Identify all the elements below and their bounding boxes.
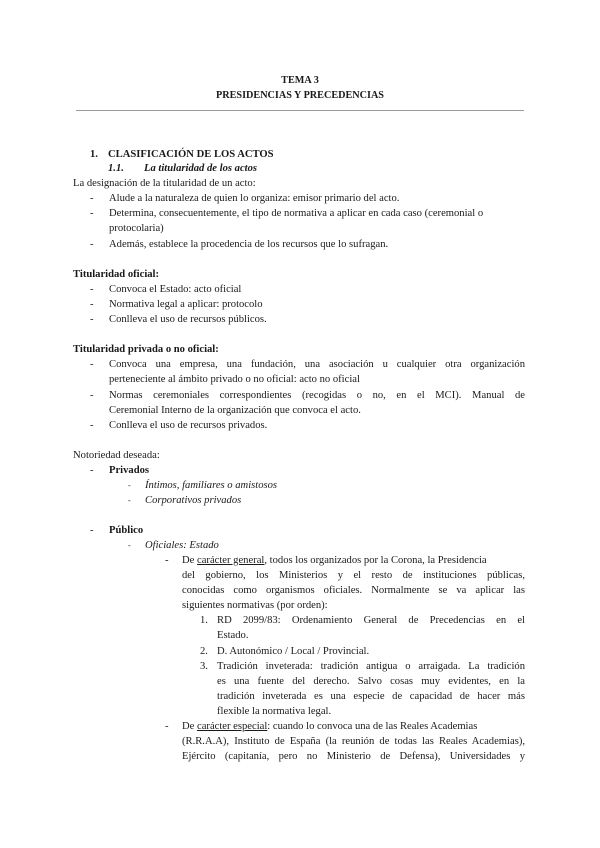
bullet-dash: -: [90, 193, 94, 204]
bullet-dash: -: [165, 721, 169, 732]
publico-label: Público: [109, 525, 144, 536]
paragraph-line: Ejército (capitanía, pero no Ministerio de Defensa), Universidades y: [182, 751, 525, 762]
list-item: Alude a la naturaleza de quien lo organiza: emisor primario del acto.: [109, 193, 400, 204]
list-item-continuation: protocolaria): [109, 223, 164, 234]
general-prefix: De: [182, 555, 198, 566]
list-item: Normativa legal a aplicar: protocolo: [109, 299, 263, 310]
bullet-dash: -: [165, 555, 169, 566]
list-item: Íntimos, familiares o amistosos: [145, 480, 278, 491]
list-item: Normas ceremoniales correspondientes (recogidas o no, en el MCI). Manual de: [109, 390, 525, 401]
bullet-dash: -: [90, 420, 94, 431]
list-item: Determina, consecuentemente, el tipo de normativa a aplicar en cada caso (ceremonial o: [109, 208, 484, 219]
general-first-line: [182, 553, 487, 568]
bullet-dash: -: [90, 465, 94, 476]
section-title: CLASIFICACIÓN DE LOS ACTOS: [108, 149, 274, 160]
sub-bullet-dash: -: [128, 481, 131, 490]
bullet-dash: -: [90, 284, 94, 295]
bullet-dash: -: [90, 208, 94, 219]
paragraph-line: (R.R.A.A), Instituto de España (la reunión de todas las Reales Academias),: [182, 736, 525, 747]
sub-bullet-dash: -: [128, 541, 131, 550]
list-item: Además, establece la procedencia de los recursos que lo sufragan.: [109, 239, 389, 250]
list-item: Conlleva el uso de recursos privados.: [109, 420, 268, 431]
bullet-dash: -: [90, 299, 94, 310]
paragraph-line: del gobierno, los Ministerios y el resto de instituciones públicas,: [182, 570, 525, 581]
oficiales-label: Oficiales: Estado: [145, 540, 219, 551]
section-number: 1.: [90, 149, 98, 160]
privada-heading: Titularidad privada o no oficial:: [73, 344, 219, 355]
bullet-dash: -: [90, 525, 94, 536]
list-number: 3.: [200, 661, 208, 672]
list-item: Tradición inveterada: tradición antigua o arraigada. La tradición: [217, 661, 525, 672]
subsection-number: 1.1.: [108, 163, 124, 174]
list-item-continuation: es una fuente del derecho. Salvo cosas muy evidentes, en la: [217, 676, 525, 687]
header-divider: [76, 110, 524, 111]
subsection-title: La titularidad de los actos: [144, 163, 258, 174]
list-item: D. Autonómico / Local / Provincial.: [217, 646, 370, 657]
list-item: Convoca el Estado: acto oficial: [109, 284, 242, 295]
list-item-continuation: Ceremonial Interno de la organización que convoca el acto.: [109, 405, 361, 416]
general-text: , todos los organizados por la Corona, la Presidencia: [264, 555, 487, 566]
list-number: 2.: [200, 646, 208, 657]
topic-title: PRESIDENCIAS Y PRECEDENCIAS: [216, 90, 384, 101]
especial-text: : cuando lo convoca una de las Reales Academias: [267, 721, 478, 732]
especial-first-line: [182, 719, 477, 734]
list-item-continuation: flexible la normativa legal.: [217, 706, 332, 717]
list-item: Conlleva el uso de recursos públicos.: [109, 314, 267, 325]
paragraph-line: conocidas como organismos oficiales. Normalmente se va aplicar las: [182, 585, 525, 596]
privados-label: Privados: [109, 465, 150, 476]
paragraph-line: siguientes normativas (por orden):: [182, 600, 328, 611]
list-item-continuation: tradición inveterada es una especie de capacidad de hacer más: [217, 691, 525, 702]
general-term: carácter general: [197, 555, 265, 566]
list-item: Corporativos privados: [145, 495, 242, 506]
sub-bullet-dash: -: [128, 496, 131, 505]
especial-prefix: De: [182, 721, 198, 732]
list-item-continuation: Estado.: [217, 630, 249, 641]
list-item: Convoca una empresa, una fundación, una asociación u cualquier otra organización: [109, 359, 525, 370]
list-item: RD 2099/83: Ordenamiento General de Precedencias en el: [217, 615, 525, 626]
bullet-dash: -: [90, 359, 94, 370]
bullet-dash: -: [90, 390, 94, 401]
bullet-dash: -: [90, 239, 94, 250]
notoriedad-heading: Notoriedad deseada:: [73, 450, 160, 461]
oficial-heading: Titularidad oficial:: [73, 269, 160, 280]
topic-number: TEMA 3: [281, 75, 319, 86]
especial-term: carácter especial: [197, 721, 268, 732]
bullet-dash: -: [90, 314, 94, 325]
list-number: 1.: [200, 615, 208, 626]
intro-line: La designación de la titularidad de un acto:: [73, 178, 256, 189]
list-item-continuation: perteneciente al ámbito privado o no oficial: acto no oficial: [109, 374, 360, 385]
